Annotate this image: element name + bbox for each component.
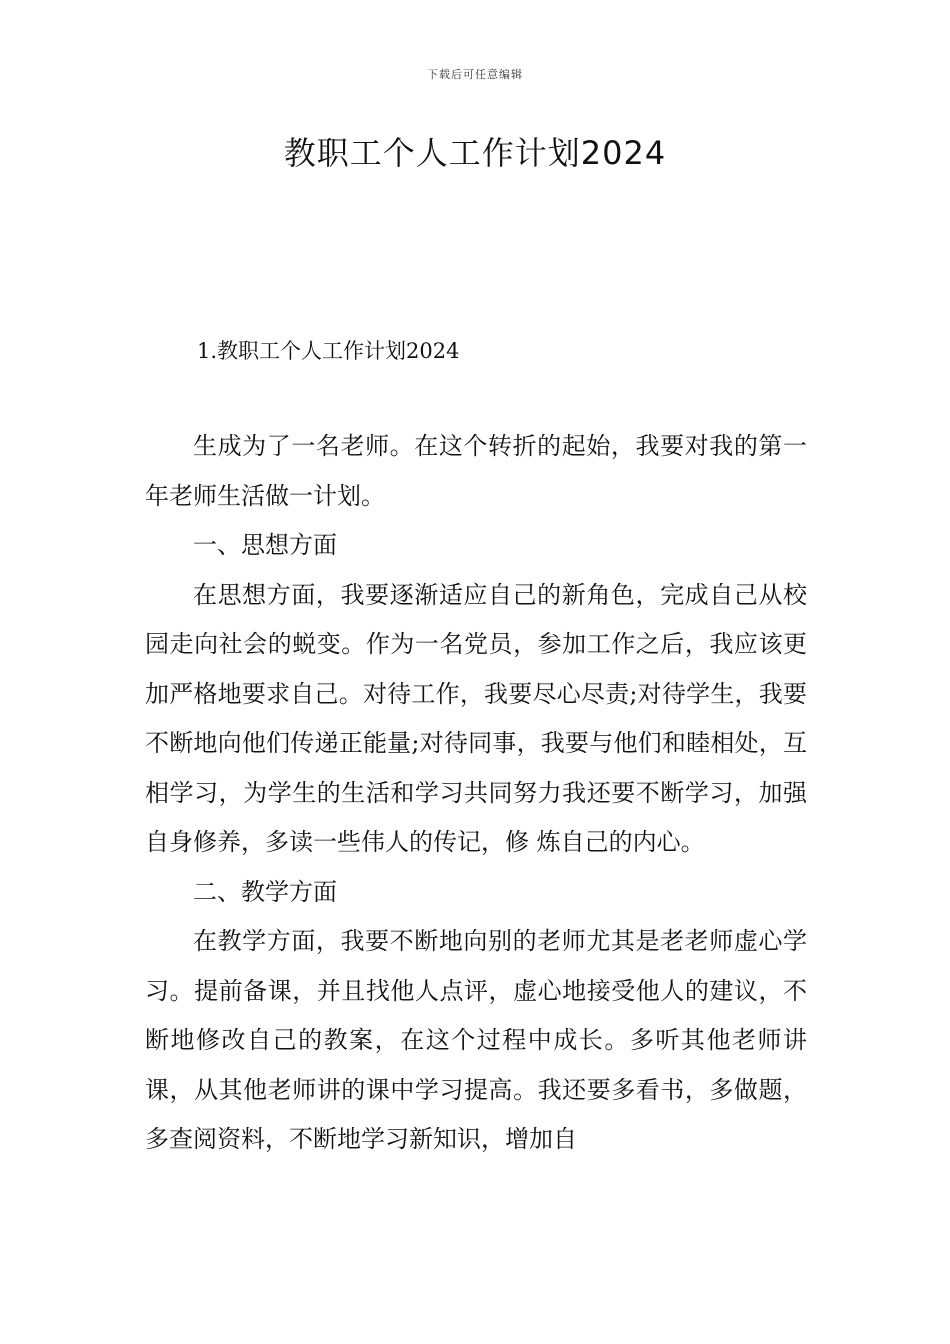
heading-teaching: 二、教学方面 (193, 877, 337, 906)
document-title: 教职工个人工作计划2024 (283, 134, 667, 172)
header-note: 下载后可任意编辑 (427, 68, 523, 81)
paragraph-thought: 在思想方面，我要逐渐适应自己的新角色，完成自己从校园走向社会的蜕变。作为一名党员，参加工作之后，我应该更加严格地要求自己。对待工作，我要尽心尽责;对待学生，我要不断地向他们传递正能量;对待同事，我要与他们和睦相处，互相学习，为学生的生活和学习共同努力我还要不断学习，加强自身修养，多读一些伟人的传记，修 炼自己的内心。 (145, 580, 807, 856)
document-body (145, 422, 807, 1165)
paragraph-intro: 生成为了一名老师。在这个转折的起始，我要对我的第一年老师生活做一计划。 (145, 432, 807, 510)
paragraph-teaching: 在教学方面，我要不断地向别的老师尤其是老老师虚心学习。提前备课，并且找他人点评，虚心地接受他人的建议，不断地修改自己的教案，在这个过程中成长。多听其他老师讲课，从其他老师讲的课中学习提高。我还要多看书，多做题，多查阅资料，不断地学习新知识，增加自 (145, 927, 807, 1153)
section-subheading: 1.教职工个人工作计划2024 (197, 339, 460, 363)
heading-thought: 一、思想方面 (193, 531, 337, 559)
